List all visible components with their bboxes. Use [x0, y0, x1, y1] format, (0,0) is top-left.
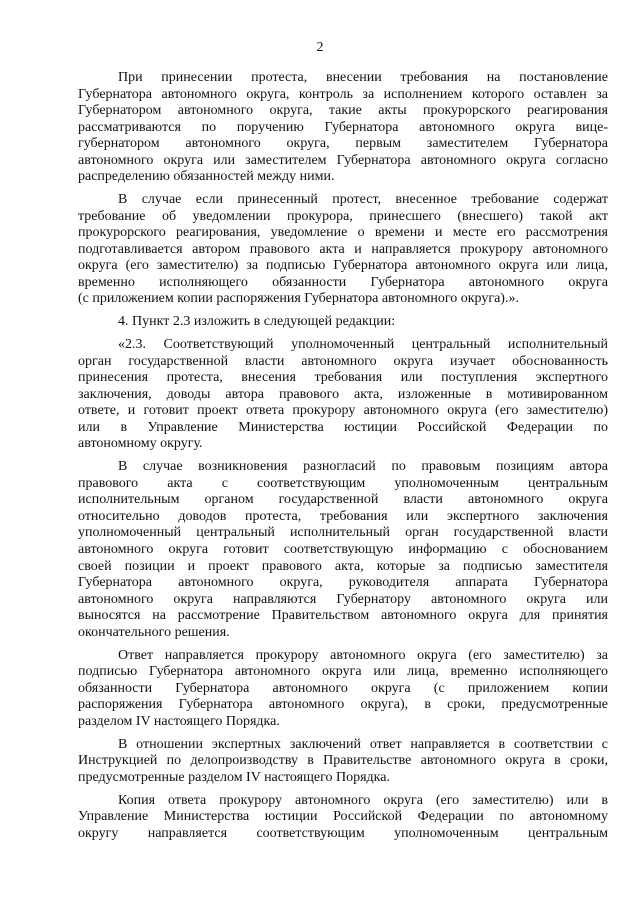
paragraph-line: подписью Губернатора автономного округа или лица, временно исполняющего	[78, 664, 608, 680]
paragraph-line: уполномоченный центральный исполнительный орган государственной власти	[78, 525, 608, 541]
paragraph-line: предусмотренные разделом IV настоящего Порядка.	[78, 769, 390, 785]
paragraph	[78, 314, 608, 331]
paragraph-line: (с приложением копии распоряжения Губернатора автономного округа).».	[78, 291, 519, 307]
paragraph-line: разделом IV настоящего Порядка.	[78, 713, 280, 729]
paragraph-line: заключения, доводы автора правового акта, изложенные в мотивированном	[78, 386, 608, 402]
paragraph-line: Губернатора автономного округа, руководителя аппарата Губернатора	[78, 575, 608, 591]
paragraph	[78, 459, 608, 641]
paragraph-line: прокурорского реагирования, уведомление о времени и месте его рассмотрения	[78, 225, 608, 241]
paragraph-line: Губернатора автономного округа, контроль за исполнением которого оставлен за	[78, 86, 608, 102]
paragraph-line: правового акта с соответствующим уполномоченным центральным	[78, 475, 608, 491]
paragraph-line: принесения протеста, внесения требования или поступления экспертного	[78, 370, 608, 386]
paragraph-line: округу направляется соответствующим уполномоченным центральным	[78, 825, 608, 841]
paragraph-line: губернатором автономного округа, первым заместителем Губернатора	[78, 136, 608, 152]
paragraph-line: Инструкцией по делопроизводству в Правительстве автономного округа в сроки,	[78, 753, 608, 769]
paragraph-line: автономному округу.	[78, 436, 203, 452]
paragraph-line: Копия ответа прокурору автономного округа (его заместителю) или в	[118, 792, 608, 808]
paragraph	[78, 648, 608, 731]
paragraph-line: обязанности Губернатора автономного округа (с приложением копии	[78, 680, 608, 696]
paragraph-line: временно исполняющего обязанности Губернатора автономного округа	[78, 274, 608, 290]
paragraph-line: выносятся на рассмотрение Правительством автономного округа для принятия	[78, 608, 608, 624]
paragraph-line: ответе, и готовит проект ответа прокурору автономного округа (его заместителю)	[78, 403, 608, 419]
paragraph	[78, 192, 608, 308]
page-number: 2	[316, 40, 324, 55]
paragraph-line: распоряжения Губернатора автономного округа), в сроки, предусмотренные	[78, 697, 608, 713]
paragraph-line: округа (его заместителю) за подписью Губернатора автономного округа или лица,	[78, 258, 608, 274]
paragraph	[78, 737, 608, 787]
paragraph	[78, 337, 608, 453]
paragraph-line: автономного округа или заместителем Губернатора автономного округа согласно	[78, 152, 608, 168]
paragraph-line: подготавливается автором правового акта и направляется прокурору автономного	[78, 241, 608, 257]
document-body	[78, 70, 608, 848]
paragraph-line: автономного округа направляются Губернатору автономного округа или	[78, 591, 608, 607]
paragraph-line: 4. Пункт 2.3 изложить в следующей редакции:	[118, 314, 396, 330]
paragraph-line: орган государственной власти автономного округа изучает обоснованность	[78, 353, 608, 369]
paragraph-line: Губернатором автономного округа, такие акты прокурорского реагирования	[78, 103, 608, 119]
paragraph-line: своей позиции и проект правового акта, которые за подписью заместителя	[78, 558, 608, 574]
paragraph-line: распределению обязанностей между ними.	[78, 169, 335, 185]
paragraph-line: относительно доводов протеста, требования или экспертного заключения	[78, 508, 608, 524]
paragraph-line: автономного округа готовит соответствующую информацию с обоснованием	[78, 541, 608, 557]
paragraph	[78, 793, 608, 843]
paragraph-line: исполнительным органом государственной власти автономного округа	[78, 492, 608, 508]
paragraph-line: При принесении протеста, внесении требования на постановление	[118, 70, 608, 85]
paragraph-line: В отношении экспертных заключений ответ направляется в соответствии с	[118, 736, 608, 752]
paragraph-line: Управление Министерства юстиции Российской Федерации по автономному	[78, 809, 608, 825]
paragraph	[78, 70, 608, 186]
paragraph-line: окончательного решения.	[78, 624, 230, 640]
paragraph-line: требование об уведомлении прокурора, принесшего (внесшего) такой акт	[78, 208, 608, 224]
paragraph-line: «2.3. Соответствующий уполномоченный центральный исполнительный	[118, 337, 608, 353]
paragraph-line: или в Управление Министерства юстиции Российской Федерации по	[78, 419, 608, 435]
paragraph-line: Ответ направляется прокурору автономного округа (его заместителю) за	[118, 647, 608, 663]
paragraph-line: В случае возникновения разногласий по правовым позициям автора	[118, 459, 608, 475]
paragraph-line: В случае если принесенный протест, внесенное требование содержат	[118, 192, 608, 208]
paragraph-line: рассматриваются по поручению Губернатора автономного округа вице-	[78, 119, 608, 135]
